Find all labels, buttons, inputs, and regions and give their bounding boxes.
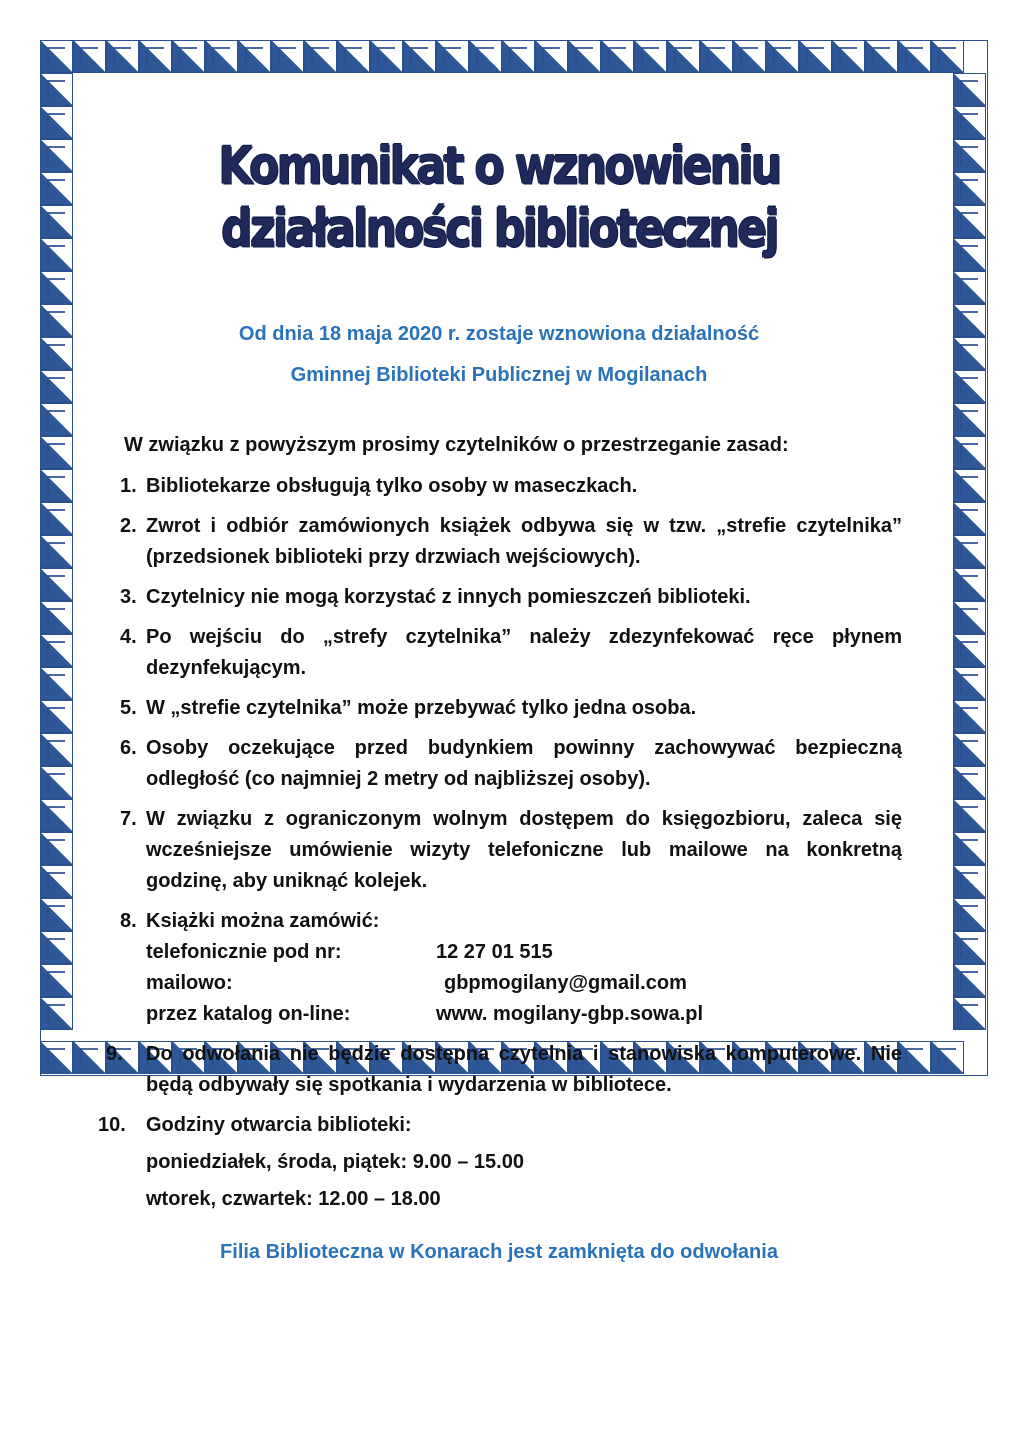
contact-value: 12 27 01 515 [436, 941, 553, 963]
border-tile [700, 40, 733, 73]
intro-line-1: Od dnia 18 maja 2020 r. zostaje wznowiona działalność [238, 323, 760, 345]
rule-item [96, 1039, 902, 1101]
border-tile [40, 502, 73, 535]
contact-row-phone [146, 937, 902, 968]
border-tile [370, 40, 403, 73]
rule-item [96, 622, 902, 684]
hours-line-2: wtorek, czwartek: 12.00 – 18.00 [146, 1188, 441, 1210]
contact-row-email [146, 968, 902, 999]
rule-item-hours [96, 1110, 902, 1215]
border-tile [40, 865, 73, 898]
border-tile [40, 436, 73, 469]
border-tile [953, 535, 986, 568]
border-tile [799, 40, 832, 73]
rule-text: W „strefie czytelnika” może przebywać tylko jedna osoba. [146, 697, 697, 719]
border-tile [568, 40, 601, 73]
rule-item-order [96, 906, 902, 1030]
rule-number: 10. [98, 1114, 126, 1136]
rule-number: 5. [120, 697, 137, 719]
border-tile [953, 964, 986, 997]
border-tile [931, 40, 964, 73]
border-tile [953, 172, 986, 205]
border-tile [40, 700, 73, 733]
border-tile [832, 40, 865, 73]
border-tile [953, 733, 986, 766]
border-tile [40, 172, 73, 205]
contact-value: gbpmogilany@gmail.com [444, 972, 687, 994]
border-tile [898, 1041, 931, 1074]
border-tile [172, 40, 205, 73]
border-tile [40, 898, 73, 931]
border-tile [436, 40, 469, 73]
rule-text: Książki można zamówić: [146, 910, 380, 932]
intro-line-2: Gminnej Biblioteki Publicznej w Mogilanach [290, 364, 708, 386]
border-tile [40, 403, 73, 436]
decorative-border-right [953, 73, 986, 1030]
border-tile [40, 370, 73, 403]
border-tile [40, 469, 73, 502]
border-tile [40, 997, 73, 1030]
rule-number: 2. [120, 515, 137, 537]
rule-text: Do odwołania nie będzie dostępna czytelnia i stanowiska komputerowe. Nie będą odbywały się spotkania i wydarzenia w bibliotece. [146, 1043, 902, 1096]
border-tile [953, 865, 986, 898]
border-tile [953, 568, 986, 601]
border-tile [40, 568, 73, 601]
border-tile [403, 40, 436, 73]
border-tile [73, 40, 106, 73]
border-tile [953, 403, 986, 436]
border-tile [953, 139, 986, 172]
border-tile [953, 700, 986, 733]
rule-number: 4. [120, 626, 137, 648]
border-tile [337, 40, 370, 73]
rule-text: Osoby oczekujące przed budynkiem powinny zachowywać bezpieczną odległość (co najmniej 2 metry od najbliższej osoby). [146, 737, 902, 790]
decorative-border-top [40, 40, 964, 73]
rule-item [96, 693, 902, 724]
contact-label: telefonicznie pod nr: [146, 941, 342, 963]
rule-text: Po wejściu do „strefy czytelnika” należy zdezynfekować ręce płynem dezynfekującym. [146, 626, 902, 679]
rule-number: 8. [120, 910, 137, 932]
border-tile [139, 40, 172, 73]
rule-text: Bibliotekarze obsługują tylko osoby w maseczkach. [146, 475, 638, 497]
border-tile [40, 304, 73, 337]
border-tile [40, 73, 73, 106]
rule-number: 6. [120, 737, 137, 759]
border-tile [238, 40, 271, 73]
border-tile [40, 799, 73, 832]
border-tile [304, 40, 337, 73]
border-tile [40, 139, 73, 172]
border-tile [953, 502, 986, 535]
border-tile [931, 1041, 964, 1074]
rule-number: 3. [120, 586, 137, 608]
hours-line-1: poniedziałek, środa, piątek: 9.00 – 15.00 [146, 1151, 524, 1173]
decorative-border-left [40, 73, 73, 1030]
contact-row-catalog [146, 999, 902, 1030]
border-tile [953, 238, 986, 271]
border-tile [953, 634, 986, 667]
border-tile [953, 766, 986, 799]
border-tile [953, 370, 986, 403]
border-tile [40, 106, 73, 139]
rule-item [96, 582, 902, 613]
rule-number: 9. [106, 1043, 123, 1065]
border-tile [898, 40, 931, 73]
notice-content [96, 130, 902, 1264]
border-tile [601, 40, 634, 73]
rules-list [96, 471, 902, 1215]
border-tile [40, 238, 73, 271]
border-tile [40, 337, 73, 370]
rule-text: Godziny otwarcia biblioteki: [146, 1114, 412, 1136]
border-tile [40, 931, 73, 964]
border-tile [953, 436, 986, 469]
border-tile [40, 832, 73, 865]
border-tile [865, 40, 898, 73]
border-tile [40, 601, 73, 634]
border-tile [953, 799, 986, 832]
border-tile [469, 40, 502, 73]
border-tile [953, 931, 986, 964]
rule-item [96, 804, 902, 897]
border-tile [40, 766, 73, 799]
rule-item [96, 471, 902, 502]
border-tile [953, 337, 986, 370]
notice-headline: Komunikat o wznowieniu działalności bibliotecznej [218, 136, 780, 259]
border-tile [766, 40, 799, 73]
border-tile [953, 469, 986, 502]
border-tile [40, 964, 73, 997]
contact-label: mailowo: [146, 972, 233, 994]
border-tile [106, 40, 139, 73]
rule-text: Czytelnicy nie mogą korzystać z innych pomieszczeń biblioteki. [146, 586, 751, 608]
border-tile [205, 40, 238, 73]
rule-text: W związku z ograniczonym wolnym dostępem do księgozbioru, zaleca się wcześniejsze umówienie wizyty telefoniczne lub mailowe na konkretną godzinę, aby uniknąć kolejek. [146, 808, 902, 892]
lead-paragraph: W związku z powyższym prosimy czytelników o przestrzeganie zasad: [124, 434, 789, 456]
border-tile [502, 40, 535, 73]
border-tile [953, 601, 986, 634]
border-tile [953, 304, 986, 337]
border-tile [953, 667, 986, 700]
border-tile [953, 997, 986, 1030]
footer-note: Filia Biblioteczna w Konarach jest zamknięta do odwołania [220, 1241, 778, 1263]
border-tile [40, 271, 73, 304]
border-tile [953, 73, 986, 106]
rule-number: 7. [120, 808, 137, 830]
rule-text: Zwrot i odbiór zamówionych książek odbywa się w tzw. „strefie czytelnika” (przedsionek biblioteki przy drzwiach wejściowych). [146, 515, 902, 568]
border-tile [271, 40, 304, 73]
border-tile [953, 106, 986, 139]
rule-item [96, 733, 902, 795]
border-tile [634, 40, 667, 73]
contact-value: www. mogilany-gbp.sowa.pl [436, 1003, 704, 1025]
border-tile [953, 271, 986, 304]
border-tile [40, 40, 73, 73]
border-tile [953, 832, 986, 865]
border-tile [40, 205, 73, 238]
border-tile [953, 205, 986, 238]
border-tile [40, 733, 73, 766]
rule-item [96, 511, 902, 573]
border-tile [40, 1041, 73, 1074]
border-tile [733, 40, 766, 73]
border-tile [953, 898, 986, 931]
border-tile [40, 667, 73, 700]
border-tile [40, 535, 73, 568]
border-tile [40, 634, 73, 667]
contact-label: przez katalog on-line: [146, 1003, 351, 1025]
rule-number: 1. [120, 475, 137, 497]
border-tile [535, 40, 568, 73]
border-tile [667, 40, 700, 73]
